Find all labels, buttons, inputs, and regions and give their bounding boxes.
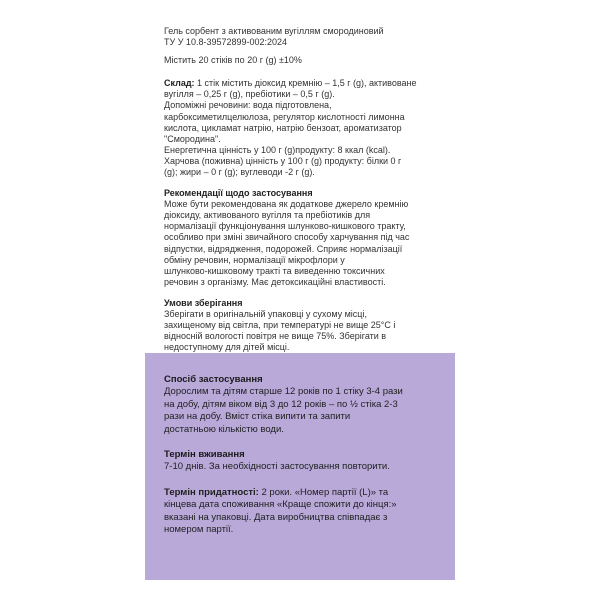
spec-code: ТУ У 10.8-39572899-002:2024	[164, 37, 288, 48]
composition-line: Енергетична цінність у 100 г (g)продукту: 8 ккал (kcal).	[164, 144, 391, 155]
usage-line: Дорослим та дітям старше 12 років по 1 стіку 3-4 рази	[164, 386, 403, 398]
storage-line: недоступному для дітей місці.	[164, 342, 290, 353]
recommendations-line: особливо при зміні звичайного способу харчування під час	[164, 232, 410, 243]
recommendations-line: речовин з організму. Має детоксикаційні властивості.	[164, 276, 386, 287]
composition-line: карбоксиметилцелюлоза, регулятор кислотності лимонна	[164, 111, 405, 122]
storage-line: захищеному від світла, при температурі не вище 25°С і	[164, 319, 396, 330]
composition-line: кислота, цикламат натрію, натрію бензоат, ароматизатор	[164, 122, 402, 133]
composition-line: "Смородина".	[164, 133, 221, 144]
composition-line: Харчова (поживна) цінність у 100 г (g) продукту: білки 0 г	[164, 155, 402, 166]
composition-line: Склад: 1 стік містить діоксид кремнію – 1,5 г (g), активоване	[164, 78, 417, 89]
recommendations-line: шлунково-кишковому тракті та виведенню токсичних	[164, 265, 385, 276]
recommendations-line: нормалізації функціонування шлунково-кишкового тракту,	[164, 221, 406, 232]
composition-line: вугілля – 0,25 г (g), пребіотики – 0,5 г (g).	[164, 89, 335, 100]
composition-block	[164, 78, 434, 178]
usage-line: рази на добу. Вміст стіка випити та запити	[164, 411, 351, 423]
recommendations-line: обміну речовин, нормалізації мікрофлори у	[164, 254, 345, 265]
usage-heading: Спосіб застосування	[164, 374, 263, 385]
shelf-life-block	[164, 487, 440, 537]
duration-line: 7-10 днів. За необхідності застосування повторити.	[164, 461, 390, 473]
usage-line: достатньою кількістю води.	[164, 423, 284, 435]
recommendations-heading: Рекомендації щодо застосування	[164, 188, 313, 199]
recommendations-line: діоксиду, активованого вугілля та пребіотиків для	[164, 210, 371, 221]
purple-panel	[145, 353, 455, 580]
purple-panel-content	[164, 374, 440, 536]
storage-line: Зберігати в оригінальній упаковці у сухому місці,	[164, 308, 367, 319]
shelf-life-line: кінцева дата споживання «Краще спожити до кінця:»	[164, 499, 397, 511]
shelf-life-line: номером партії.	[164, 524, 234, 536]
duration-heading: Термін вживання	[164, 449, 245, 461]
label-text-section	[164, 26, 434, 353]
usage-line: на добу, дітям віком від 3 до 12 років – по ½ стіка 2-3	[164, 398, 398, 410]
storage-heading: Умови зберігання	[164, 297, 243, 308]
shelf-life-line: вказані на упаковці. Дата виробництва співпадає з	[164, 511, 388, 523]
contents-line: Містить 20 стіків по 20 г (g) ±10%	[164, 55, 302, 66]
shelf-life-line: Термін придатності: 2 роки. «Номер партії (L)» та	[164, 486, 389, 498]
storage-block	[164, 298, 434, 353]
recommendations-block	[164, 188, 434, 288]
duration-block	[164, 449, 440, 474]
product-name: Гель сорбент з активованим вугіллям смородиновий	[164, 26, 384, 36]
shelf-life-label: Термін придатності:	[164, 486, 259, 498]
composition-line: (g); жири – 0 г (g); вуглеводи -2 г (g).	[164, 167, 315, 178]
recommendations-line: відпустки, відрядження, подорожей. Сприяє нормалізації	[164, 243, 403, 254]
composition-label: Склад:	[164, 78, 195, 89]
storage-line: відносній вологості повітря не вище 75%. Зберігати в	[164, 331, 387, 342]
composition-line: Допоміжні речовини: вода підготовлена,	[164, 100, 332, 111]
usage-block	[164, 374, 440, 436]
recommendations-line: Може бути рекомендована як додаткове джерело кремнію	[164, 199, 409, 210]
